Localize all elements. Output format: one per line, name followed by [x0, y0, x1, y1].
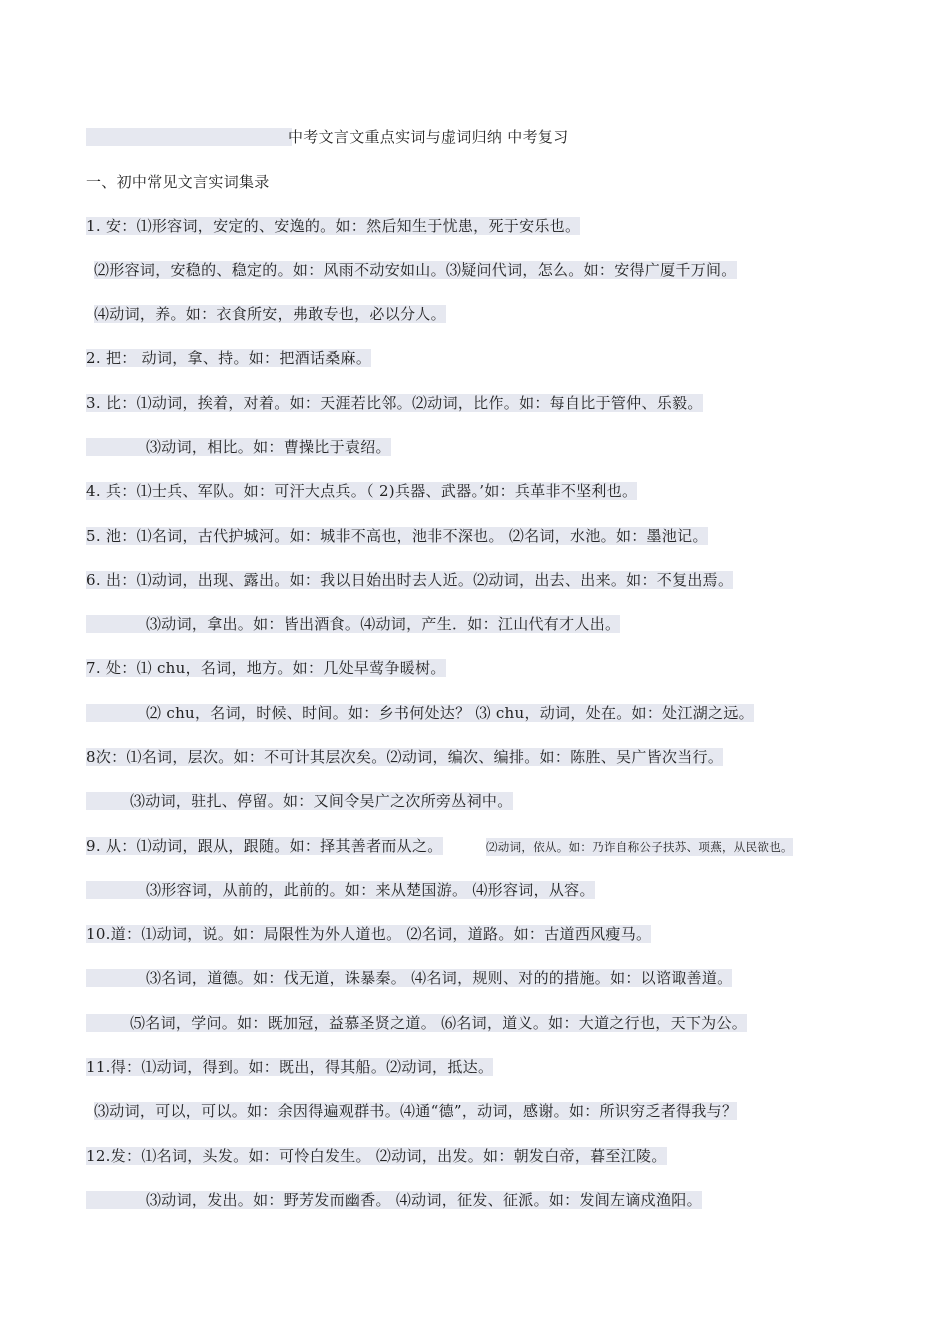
entry-line: ⑶动词，驻扎、停留。如：又间令吴广之次所旁丛祠中。: [130, 792, 513, 810]
indent-highlight: [86, 615, 148, 633]
entry-line: 1. 安：⑴形容词，安定的、安逸的。如：然后知生于忧患，死于安乐也。: [86, 217, 581, 235]
entry-line: 5. 池：⑴名词，古代护城河。如：城非不高也，池非不深也。 ⑵名词，水池。如：墨池记。: [86, 527, 708, 545]
entry-line: 8次：⑴名词，层次。如：不可计其层次矣。⑵动词，编次、编排。如：陈胜、吴广皆次当行。: [86, 748, 724, 766]
entry-line: ⑶动词，可以，可以。如：余因得遍观群书。⑷通“德”，动词，感谢。如：所识穷乏者得我与？: [94, 1102, 738, 1120]
indent-highlight: [86, 438, 148, 456]
entry-line: ⑶动词，拿出。如：皆出酒食。⑷动词，产生．如：江山代有才人出。: [146, 615, 621, 633]
indent-highlight: [86, 881, 148, 899]
entry-line: ⑶动词，相比。如：曹操比于袁绍。: [146, 438, 391, 456]
entry-line: ⑶动词，发出。如：野芳发而幽香。 ⑷动词，征发、征派。如：发闾左谪戍渔阳。: [146, 1191, 702, 1209]
entry-line: ⑵ chu，名词，时候、时间。如：乡书何处达？ ⑶ chu，动词，处在。如：处江湖之远。: [146, 704, 754, 722]
entry-line: 4. 兵：⑴士兵、军队。如：可汗大点兵。（ 2)兵器、武器。’如：兵革非不坚利也。: [86, 482, 638, 500]
entry-line: ⑵形容词，安稳的、稳定的。如：风雨不动安如山。⑶疑问代词，怎么。如：安得广厦千万间。: [94, 261, 737, 279]
entry-line: 11.得：⑴动词，得到。如：既出，得其船。⑵动词，抵达。: [86, 1058, 494, 1076]
page-title: 中考文言文重点实词与虚词归纳 中考复习: [288, 128, 569, 146]
section-heading: 一、初中常见文言实词集录: [86, 173, 270, 191]
indent-highlight: [86, 1191, 148, 1209]
indent-highlight: [86, 969, 148, 987]
entry-line-small: ⑵动词，依从。如：乃诈自称公子扶苏、项燕，从民欲也。: [486, 840, 793, 854]
entry-line: ⑸名词，学问。如：既加冠，益慕圣贤之道。 ⑹名词，道义。如：大道之行也，天下为公。: [130, 1014, 748, 1032]
entry-line: ⑷动词，养。如：衣食所安，弗敢专也，必以分人。: [94, 305, 446, 323]
entry-line: 12.发：⑴名词，头发。如：可怜白发生。 ⑵动词，出发。如：朝发白帝，暮至江陵。: [86, 1147, 667, 1165]
indent-highlight: [86, 704, 148, 722]
entry-line: 7. 处：⑴ chu，名词，地方。如：几处早莺争暖树。: [86, 659, 446, 677]
document-title-highlight: [86, 128, 292, 146]
indent-highlight: [86, 792, 132, 810]
indent-highlight: [86, 1014, 132, 1032]
entry-line: ⑶名词，道德。如：伐无道，诛暴秦。 ⑷名词，规则、对的的措施。如：以谘诹善道。: [146, 969, 733, 987]
entry-line: 3. 比：⑴动词，挨着，对着。如：天涯若比邻。⑵动词，比作。如：每自比于管仲、乐毅。: [86, 394, 703, 412]
entry-line: 9. 从：⑴动词，跟从，跟随。如：择其善者而从之。: [86, 837, 443, 855]
entry-line: 6. 出：⑴动词，出现、露出。如：我以日始出时去人近。⑵动词，出去、出来。如：不复出焉。: [86, 571, 734, 589]
entry-line: ⑶形容词，从前的，此前的。如：来从楚国游。 ⑷形容词，从容。: [146, 881, 595, 899]
entry-line: 2. 把： 动词，拿、持。如：把酒话桑麻。: [86, 349, 372, 367]
entry-line: 10.道：⑴动词，说。如：局限性为外人道也。 ⑵名词，道路。如：古道西风瘦马。: [86, 925, 652, 943]
